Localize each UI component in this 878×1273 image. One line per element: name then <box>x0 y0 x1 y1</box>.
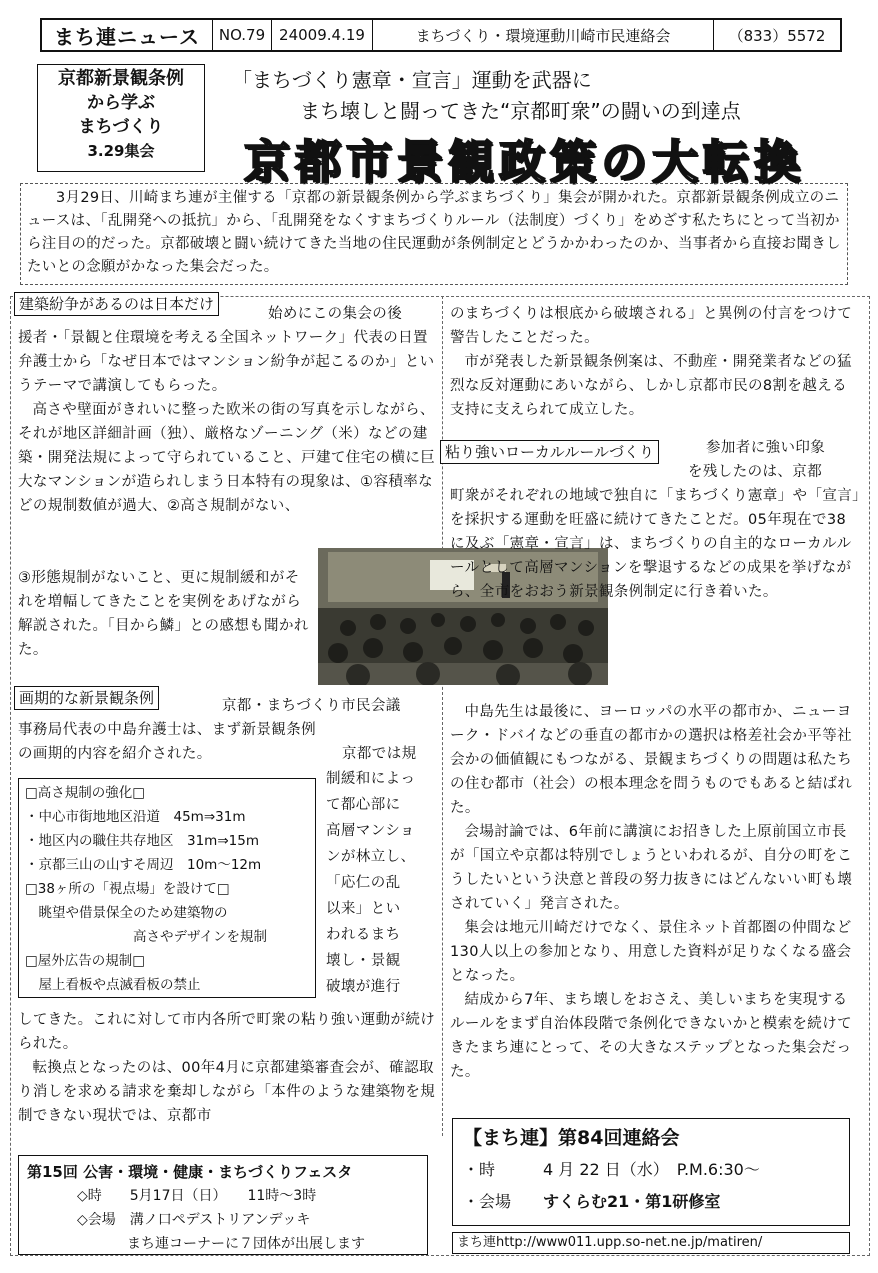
meeting-place-label: ・会場 <box>463 1192 512 1211</box>
left-column-upper <box>18 326 436 518</box>
left-paragraph-2b-text: ③形態規制がないこと、更に規制緩和がそれを増幅してきたことを実例をあげながら解説された。「目から鱗」との感想も聞かれた。 <box>18 570 309 658</box>
rule-line: 屋上看板や点滅看板の禁止 <box>25 977 201 993</box>
meeting-place-row <box>463 1187 839 1217</box>
left-p1-start: 始めにこの集会の後 <box>268 306 403 322</box>
event-box <box>37 64 205 172</box>
event-line-2: から学ぶ <box>87 93 155 113</box>
rule-line: □高さ規制の強化□ <box>25 785 146 801</box>
wrap-line: 破壊が進行 <box>326 979 401 995</box>
subtitle-2: まち壊しと闘ってきた“京都町衆”の闘いの到達点 <box>300 99 741 123</box>
meeting-time-value: 4 月 22 日（水） P.M.6:30～ <box>543 1160 760 1179</box>
subtitle-1: 「まちづくり憲章・宣言」運動を武器に <box>232 68 592 92</box>
wrap-line: ンが林立し、 <box>326 849 416 865</box>
right-paragraph-3 <box>450 484 860 604</box>
left-p3-tail: 京都では規 <box>342 746 417 762</box>
wrap-line: 高層マンショ <box>326 823 415 839</box>
section-heading-new-ordinance: 画期的な新景観条例 <box>14 686 159 710</box>
phone-number: （833）5572 <box>728 26 826 45</box>
left-wrap-text <box>326 766 438 1000</box>
left-p3-start: 京都・まちづくり市民会議 <box>222 698 401 714</box>
left-paragraph-1: 援者・「景観と住環境を考える全国ネットワーク」代表の日置弁護士から「なぜ日本ではマンション紛争が起こるのか」というテーマで講演してもらった。 <box>18 330 435 394</box>
meeting-announcement <box>452 1118 850 1226</box>
wrap-line: われるまち <box>326 927 401 943</box>
event-line-1: 京都新景観条例 <box>58 68 184 89</box>
right-p3-second: を残したのは、京都 <box>688 464 823 480</box>
left-paragraph-2: 高さや壁面がきれいに整った欧米の街の写真を示しながら、それが地区詳細計画（独）、厳格なゾーニング（米）などの建築・開発法規によって守られていること、戸建て住宅の横に巨大なマンションが造られしまう日本特有の現象は、①容積率などの規制数値が過大、②高さ規制がない、 <box>18 402 436 514</box>
intro-box <box>20 183 848 285</box>
wrap-line: て都心部に <box>326 797 401 813</box>
rule-line: □屋外広告の規制□ <box>25 953 146 969</box>
left-paragraph-2b <box>18 566 310 662</box>
newsletter-logo: まち連ニュース <box>42 20 213 50</box>
wrap-line: 以来」とい <box>326 901 401 917</box>
meeting-time-label: ・時 <box>463 1160 496 1179</box>
main-title: 京都市景観政策の大転換 <box>244 135 805 189</box>
left-column-lower <box>18 1008 436 1128</box>
newsletter-header <box>40 18 842 52</box>
rule-line: 高さやデザインを規制 <box>25 929 268 945</box>
left-paragraph-4: してきた。これに対して市内各所で町衆の粘り強い運動が続けられた。 <box>18 1012 436 1052</box>
left-paragraph-3-text: 事務局代表の中島弁護士は、まず新景観条例の画期的内容を紹介された。 <box>18 722 316 762</box>
wrap-line: 制緩和によっ <box>326 771 416 787</box>
right-paragraph-6: 集会は地元川崎だけでなく、景住ネット首都圏の仲間など130人以上の参加となり、用意した資料が足りなくなる盛会となった。 <box>450 920 852 984</box>
right-paragraph-4: 中島先生は最後に、ヨーロッパの水平の都市か、ニューヨーク・ドバイなどの垂直の都市かの選択は格差社会か平等社会かの価値観にもつながる、景観まちづくりの問題は私たちの住む都市（社会）の根本理念を問うものでもあると結ばれた。 <box>450 704 853 816</box>
festa-title: 第15回 公害・環境・健康・まちづくりフェスタ <box>27 1163 353 1181</box>
right-column-upper <box>450 302 860 422</box>
issue-number: NO.79 <box>213 20 272 50</box>
rule-line: □38ヶ所の「視点場」を設けて□ <box>25 881 230 897</box>
organization-name: まちづくり・環境運動川崎市民連絡会 <box>373 20 714 50</box>
right-paragraph-3-text: 町衆がそれぞれの地域で独自に「まちづくり憲章」や「宣言」を採択する運動を旺盛に続けてきたことだ。05年現在で38に及ぶ「憲章・宣言」は、まちづくりの自主的なローカルルールとして高層マンションを撃退するなどの成果を挙げながら、全市をおおう新景観条例制定に行き着いた。 <box>450 488 860 600</box>
festa-venue: ◇会場 溝ノ口ペデストリアンデッキ <box>77 1212 311 1228</box>
right-paragraph-2: 市が発表した新景観条例案は、不動産・開発業者などの猛烈な反対運動にあいながら、しかし京都市民の8割を越える支持に支えられて成立した。 <box>450 354 852 418</box>
rule-line: 眺望や借景保全のため建築物の <box>25 905 228 921</box>
section-heading-disputes: 建築紛争があるのは日本だけ <box>14 292 219 316</box>
event-line-3: まちづくり <box>78 117 164 137</box>
intro-text: 3月29日、川崎まち連が主催する「京都の新景観条例から学ぶまちづくり」集会が開かれた。京都新景観条例成立のニュースは、「乱開発への抵抗」から、「乱開発をなくすまちづくりルール（法制度）づくり」をめざす私たちにとって当初から注目の的だった。京都破壊と闘い続けてきた当地の住民運動が条例制定とどうかかわったのか、当事者から直接お聞きしたいとの念願がかなった集会だった。 <box>27 190 841 275</box>
website-url[interactable]: まち連http://www011.upp.so-net.ne.jp/matiren/ <box>452 1232 850 1254</box>
right-paragraph-5: 会場討論では、6年前に講演にお招きした上原前国立市長が「国立や京都は特別でしょうといわれるが、自分の町をこうしたいという決意と普段の努力抜きにはどんないい町も壊されていく」発言された。 <box>450 824 853 912</box>
event-line-4: 3.29集会 <box>87 142 155 160</box>
meeting-place-value: すくらむ21・第1研修室 <box>543 1192 721 1211</box>
festa-announcement <box>18 1155 428 1255</box>
left-paragraph-5: 転換点となったのは、00年4月に京都建築審査会が、確認取り消しを求める請求を棄却しながら「本件のような建築物を規制できない現状では、京都市 <box>18 1060 436 1124</box>
meeting-time-row <box>463 1153 839 1187</box>
section-heading-local-rules: 粘り強いローカルルールづくり <box>440 440 659 464</box>
column-divider <box>442 296 443 1136</box>
wrap-line: 「応仁の乱 <box>326 875 401 891</box>
right-p3-start: 参加者に強い印象 <box>706 440 826 456</box>
rule-line: ・京都三山の山すそ周辺 10m～12m <box>25 857 262 873</box>
ordinance-rules-box <box>18 778 316 998</box>
festa-date: ◇時 5月17日（日） 11時～3時 <box>77 1188 317 1204</box>
rule-line: ・地区内の職住共存地区 31m⇒15m <box>25 833 259 849</box>
right-paragraph-1: のまちづくりは根底から破壊される」と異例の付言をつけて警告したことだった。 <box>450 306 853 346</box>
festa-note: まち連コーナーに７団体が出展します <box>127 1236 365 1252</box>
issue-date: 24009.4.19 <box>272 20 373 50</box>
right-paragraph-7: 結成から7年、まち壊しをおさえ、美しいまちを実現するルールをまず自治体段階で条例化できないかと模索を続けてきたまち連にとって、その大きなステップとなった集会だった。 <box>450 992 853 1080</box>
right-column-lower <box>450 700 860 1084</box>
wrap-line: 壊し・景観 <box>326 953 401 969</box>
rule-line: ・中心市街地地区沿道 45m⇒31m <box>25 809 246 825</box>
meeting-title: 【まち連】第84回連絡会 <box>463 1127 680 1149</box>
